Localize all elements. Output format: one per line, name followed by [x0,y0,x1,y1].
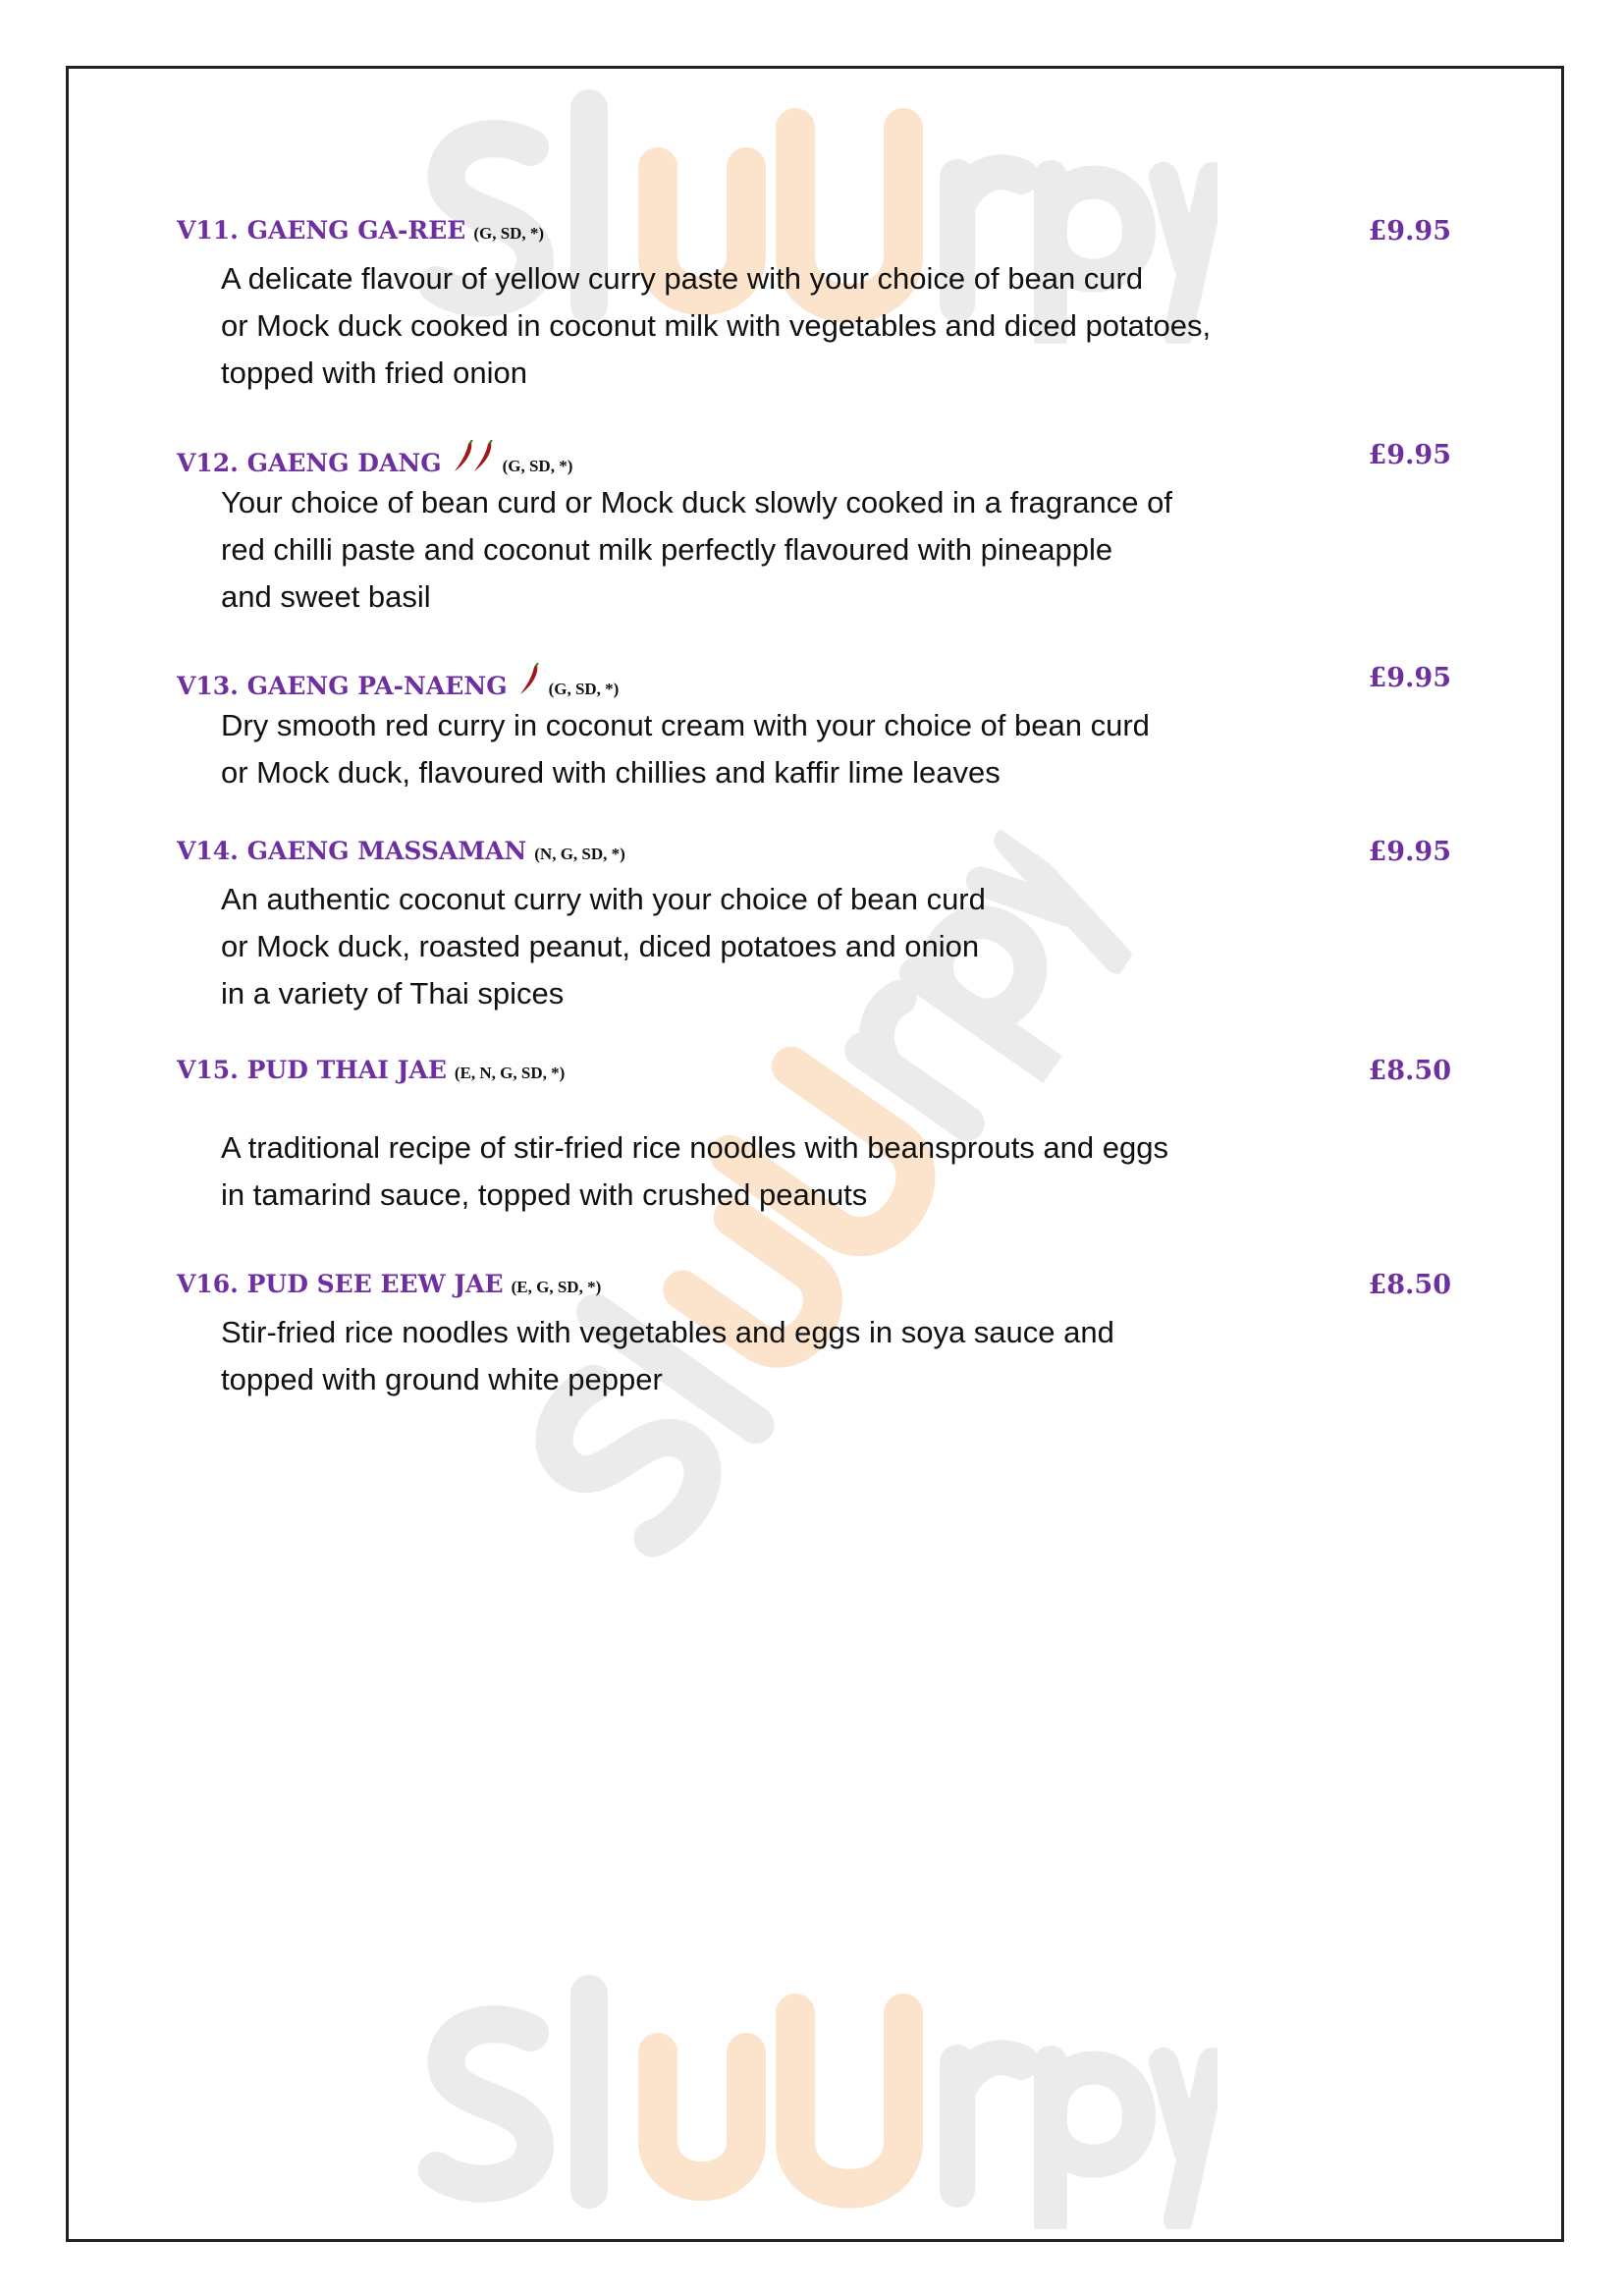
menu-item-description-line: red chilli paste and coconut milk perfectly flavoured with pineapple [221,532,1113,567]
allergen-codes: (N, G, SD, *) [534,845,625,863]
menu-item-name: V16. PUD SEE EEW JAE [177,1270,504,1298]
menu-item-name: V14. GAENG MASSAMAN [177,837,527,865]
allergen-codes: (E, N, G, SD, *) [454,1064,566,1082]
menu-item-description-line: Your choice of bean curd or Mock duck slowly cooked in a fragrance of [221,485,1172,519]
menu-item-price: £9.95 [1368,663,1451,693]
menu-item [177,1270,1451,1403]
chilli-icon [471,440,495,478]
allergen-codes: (G, SD, *) [548,680,620,698]
chilli-icon [517,663,541,701]
menu-item [177,837,1451,1017]
menu-item [177,663,1451,796]
allergen-codes: (G, SD, *) [473,224,545,243]
menu-item-name: V13. GAENG PA-NAENG [177,672,508,700]
watermark-logo-bottom [412,1974,1218,2234]
menu-item-description-line: An authentic coconut curry with your choice of bean curd [221,882,986,916]
menu-item-description-line: in a variety of Thai spices [221,976,565,1011]
menu-item-description-line: or Mock duck, flavoured with chillies and kaffir lime leaves [221,755,1001,790]
allergen-codes: (E, G, SD, *) [511,1278,602,1296]
menu-item-description-line: topped with fried onion [221,355,527,390]
menu-item-price: £8.50 [1368,1270,1451,1300]
menu-item-price: £9.95 [1368,837,1451,867]
menu-item-description-line: and sweet basil [221,579,431,614]
menu-item-header [177,837,1451,876]
menu-item-name: V11. GAENG GA-REE [177,216,466,245]
menu-item-description-line: A traditional recipe of stir-fried rice noodles with beansprouts and eggs [221,1130,1168,1165]
menu-item-price: £8.50 [1368,1056,1451,1086]
menu-item-header [177,216,1451,255]
menu-item-name: V12. GAENG DANG [177,449,442,477]
menu-item-description-line: topped with ground white pepper [221,1362,663,1396]
menu-item-description-line: or Mock duck cooked in coconut milk with vegetables and diced potatoes, [221,308,1212,343]
menu-item-description-line: Stir-fried rice noodles with vegetables and eggs in soya sauce and [221,1315,1114,1349]
menu-item [177,1056,1451,1219]
menu-item-header [177,1056,1451,1095]
menu-item-price: £9.95 [1368,440,1451,470]
menu-item-header [177,1270,1451,1309]
menu-item-description-line: in tamarind sauce, topped with crushed peanuts [221,1177,868,1212]
menu-item [177,440,1451,621]
menu-item-price: £9.95 [1368,216,1451,246]
menu-item-header [177,663,1451,702]
menu-item-name: V15. PUD THAI JAE [177,1056,447,1084]
allergen-codes: (G, SD, *) [502,457,573,475]
menu-item-description-line: Dry smooth red curry in coconut cream with your choice of bean curd [221,708,1150,742]
menu-item-description-line: or Mock duck, roasted peanut, diced potatoes and onion [221,929,980,963]
menu-item [177,216,1451,397]
menu-item-header [177,440,1451,479]
menu-item-description-line: A delicate flavour of yellow curry paste with your choice of bean curd [221,261,1144,296]
